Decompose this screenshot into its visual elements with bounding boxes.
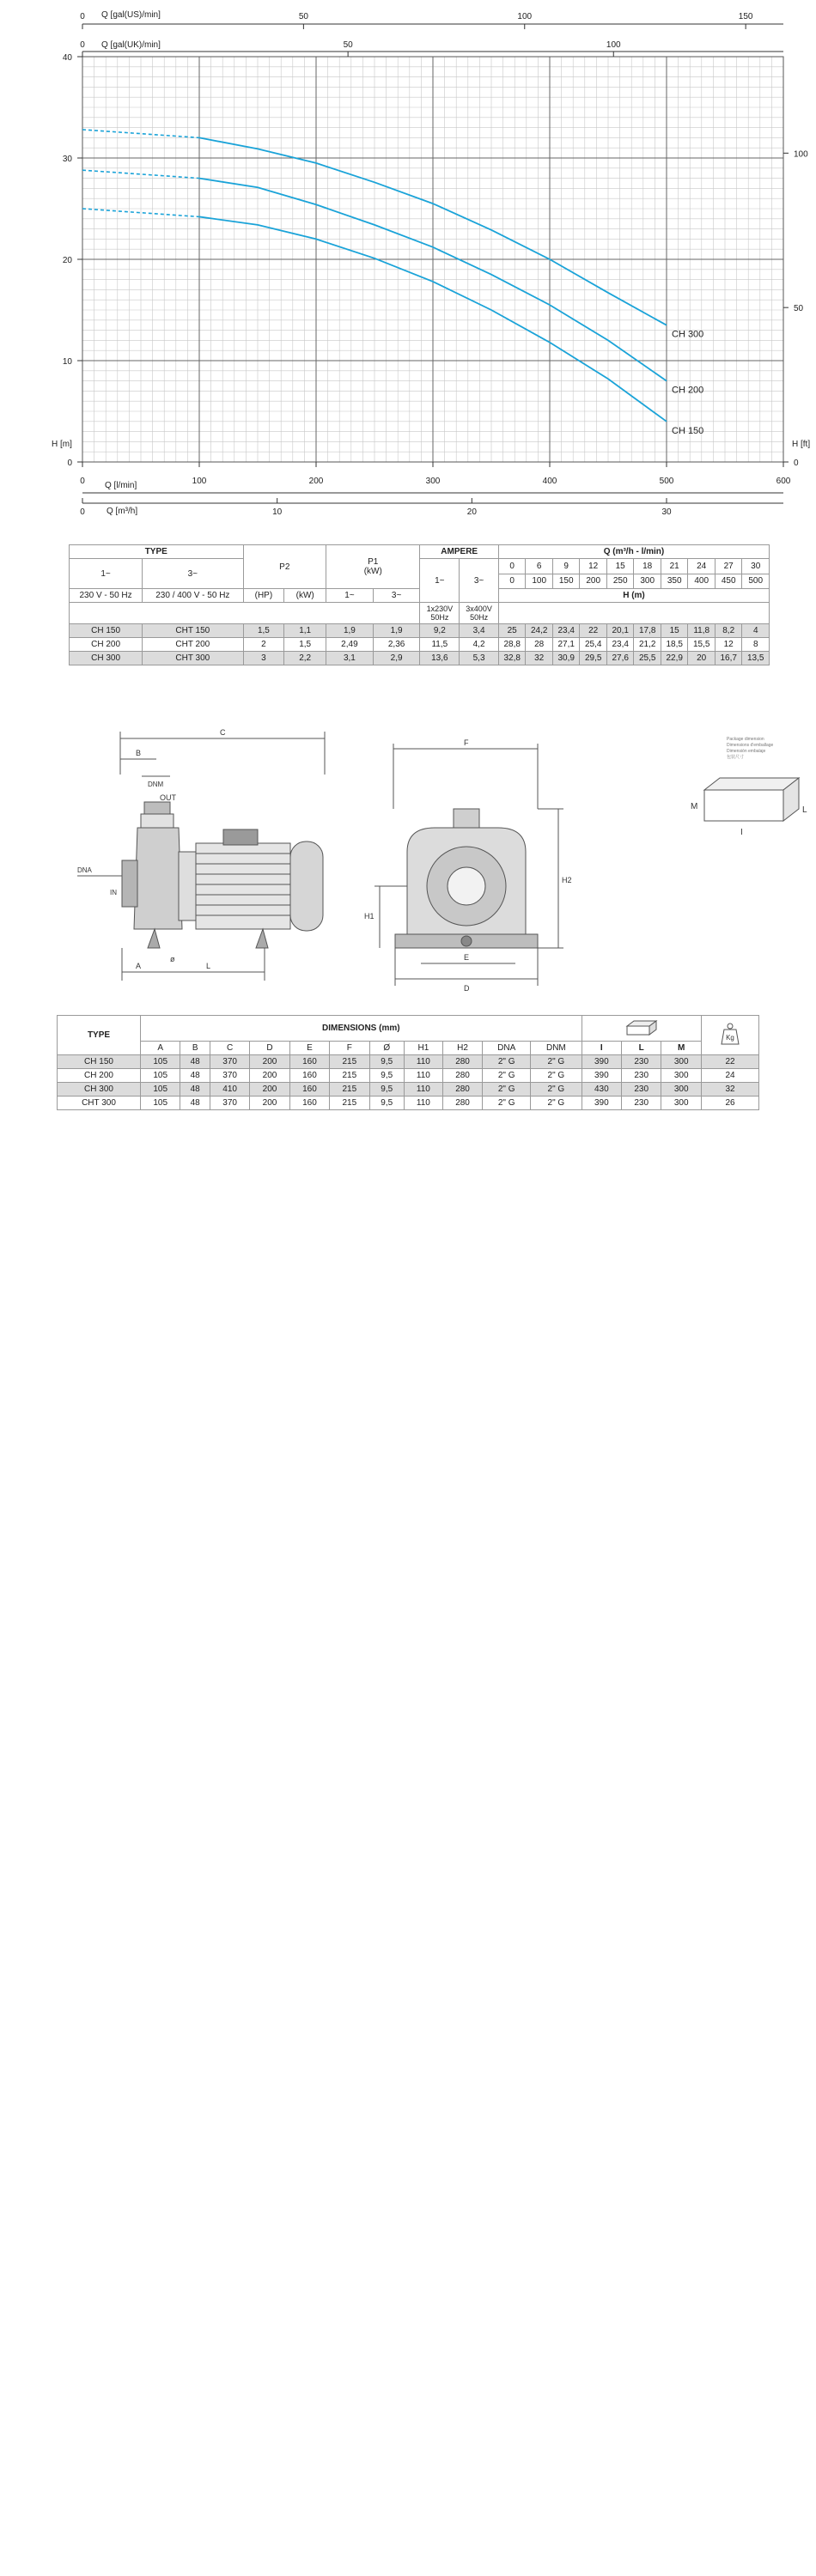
table-cell: 25,5 <box>634 652 661 665</box>
table-cell: 105 <box>141 1055 180 1069</box>
perf-amp-single: 1~ <box>420 559 460 603</box>
q-lmin-cell: 500 <box>742 574 770 589</box>
dim-column-header: H1 <box>404 1042 442 1055</box>
table-cell: 32 <box>702 1083 759 1097</box>
x2-tick-label: 20 <box>466 507 477 515</box>
table-cell: 13,5 <box>742 652 770 665</box>
table-cell: 21,2 <box>634 638 661 652</box>
top-tick-label: 0 <box>80 40 85 50</box>
x-tick-label: 600 <box>776 477 791 486</box>
table-cell: 160 <box>289 1097 329 1110</box>
table-cell: 29,5 <box>580 652 607 665</box>
table-row <box>58 1055 759 1069</box>
perf-amp-single-volt: 1x230V 50Hz <box>420 603 460 624</box>
y-axis-ticks <box>63 53 82 468</box>
table-cell: 105 <box>141 1083 180 1097</box>
table-cell: 160 <box>289 1083 329 1097</box>
perf-q-header: Q (m³/h - l/min) <box>498 545 769 559</box>
top-axis-uk-label: Q [gal(UK)/min] <box>101 40 161 50</box>
table-cell: 410 <box>210 1083 249 1097</box>
y2-axis-label: H [ft] <box>792 440 811 449</box>
table-cell: 8 <box>742 638 770 652</box>
table-cell: 25,4 <box>580 638 607 652</box>
table-cell: 1,9 <box>326 624 374 638</box>
y2-tick-label: 0 <box>794 459 799 468</box>
dim-label-a: A <box>136 962 142 970</box>
dim-column-header: B <box>180 1042 210 1055</box>
table-cell: 1,5 <box>243 624 284 638</box>
x-tick-label: 0 <box>80 477 85 486</box>
q-m3h-cell: 6 <box>526 559 553 574</box>
dim-label-h1: H1 <box>364 912 375 920</box>
table-cell: 430 <box>582 1083 621 1097</box>
table-row <box>58 1069 759 1083</box>
dim-column-header-row <box>58 1042 759 1055</box>
table-cell: 3,4 <box>460 624 499 638</box>
chart-series <box>82 130 703 436</box>
table-row <box>70 624 770 638</box>
table-cell: 22,9 <box>661 652 688 665</box>
x-tick-label: 200 <box>308 477 324 486</box>
table-cell: 300 <box>661 1069 702 1083</box>
perf-p2-header: P2 <box>243 545 326 589</box>
table-cell: 390 <box>582 1097 621 1110</box>
table-cell: 11,5 <box>420 638 460 652</box>
table-cell: 23,4 <box>606 638 634 652</box>
x-tick-label: 500 <box>659 477 674 486</box>
table-cell: 370 <box>210 1069 249 1083</box>
perf-p1-three: 3~ <box>373 589 420 603</box>
y2-tick-label: 50 <box>794 304 804 314</box>
table-cell: 9,5 <box>369 1097 404 1110</box>
table-cell: 110 <box>404 1069 442 1083</box>
table-cell: 15,5 <box>688 638 716 652</box>
table-row <box>70 652 770 665</box>
table-cell: 3 <box>243 652 284 665</box>
dim-column-header: I <box>582 1042 621 1055</box>
table-cell: 2,49 <box>326 638 374 652</box>
table-cell: 280 <box>442 1097 482 1110</box>
q-m3h-cell: 27 <box>715 559 742 574</box>
table-cell: 160 <box>289 1055 329 1069</box>
table-cell: 23,4 <box>552 624 580 638</box>
table-cell: 24,2 <box>526 624 553 638</box>
y-tick-label: 0 <box>67 459 72 468</box>
q-lmin-cell: 450 <box>715 574 742 589</box>
dimensions-table-body <box>58 1055 759 1110</box>
y-axis-label: H [m] <box>52 440 72 449</box>
table-cell: 200 <box>250 1083 289 1097</box>
y-tick-label: 40 <box>62 53 72 63</box>
table-cell: 9,5 <box>369 1055 404 1069</box>
perf-single-phase: 1~ <box>70 559 143 589</box>
x2-tick-label: 10 <box>272 507 283 515</box>
q-m3h-cell: 18 <box>634 559 661 574</box>
weight-icon <box>721 1023 740 1045</box>
top-axis-us-ticks <box>80 12 753 29</box>
perf-three-phase: 3~ <box>143 559 243 589</box>
q-lmin-cell: 200 <box>580 574 607 589</box>
table-cell: 17,8 <box>634 624 661 638</box>
dim-label-out: OUT <box>160 793 176 802</box>
y-tick-label: 20 <box>62 256 72 265</box>
table-cell: 3,1 <box>326 652 374 665</box>
q-lmin-cell: 400 <box>688 574 716 589</box>
table-cell: 32 <box>526 652 553 665</box>
package-caption-line: Dimensión embalaje <box>727 749 766 754</box>
table-cell: 300 <box>661 1097 702 1110</box>
perf-amp-three-volt: 3x400V 50Hz <box>460 603 499 624</box>
side-view-drawing <box>77 732 325 981</box>
table-cell: 2" G <box>483 1097 531 1110</box>
dim-column-header: A <box>141 1042 180 1055</box>
perf-amp-three: 3~ <box>460 559 499 603</box>
dim-label-phi: ø <box>170 955 175 963</box>
perf-ampere-header: AMPERE <box>420 545 498 559</box>
perf-p2-kw: (kW) <box>284 589 326 603</box>
table-cell: 27,6 <box>606 652 634 665</box>
table-cell: 2,9 <box>373 652 420 665</box>
dim-package-header <box>582 1016 701 1042</box>
table-cell: 300 <box>661 1055 702 1069</box>
x-axis-ticks <box>80 462 791 486</box>
series-label: CH 150 <box>672 425 704 436</box>
top-tick-label: 150 <box>738 12 753 21</box>
table-cell: 26 <box>702 1097 759 1110</box>
table-cell: 30,9 <box>552 652 580 665</box>
q-lmin-cell: 300 <box>634 574 661 589</box>
y2-axis-ticks <box>783 149 811 468</box>
package-caption-line: 包装尺寸 <box>727 755 745 760</box>
table-cell: 230 <box>622 1083 661 1097</box>
table-cell: 2 <box>243 638 284 652</box>
package-label-i: I <box>740 828 743 837</box>
x-tick-label: 300 <box>425 477 441 486</box>
table-cell: 2" G <box>483 1083 531 1097</box>
table-cell: 215 <box>330 1055 369 1069</box>
table-cell: 1,9 <box>373 624 420 638</box>
table-cell: 2" G <box>483 1055 531 1069</box>
table-cell: 27,1 <box>552 638 580 652</box>
table-cell: 25 <box>498 624 526 638</box>
package-caption-line: Dimensions d'emballage <box>727 743 774 748</box>
table-cell: 2" G <box>531 1069 582 1083</box>
perf-three-voltage: 230 / 400 V - 50 Hz <box>143 589 243 603</box>
table-cell: CH 150 <box>70 624 143 638</box>
table-cell: 390 <box>582 1055 621 1069</box>
dim-column-header: C <box>210 1042 249 1055</box>
table-cell: CHT 300 <box>58 1097 141 1110</box>
table-cell: 12 <box>715 638 742 652</box>
dim-column-header: L <box>622 1042 661 1055</box>
q-m3h-cell: 9 <box>552 559 580 574</box>
y2-tick-label: 100 <box>794 149 808 160</box>
table-cell: 230 <box>622 1069 661 1083</box>
package-caption-line: Package dimension <box>727 737 764 742</box>
dim-label-l: L <box>206 962 211 970</box>
dim-label-b: B <box>136 749 142 757</box>
x-tick-label: 400 <box>542 477 557 486</box>
table-cell: 4,2 <box>460 638 499 652</box>
dim-label-in: IN <box>110 889 117 896</box>
q-lmin-cell: 350 <box>661 574 688 589</box>
x2-axis-label: Q [m³/h] <box>107 507 138 515</box>
table-cell: 18,5 <box>661 638 688 652</box>
dim-label-dna: DNA <box>77 866 92 874</box>
x2-tick-label: 30 <box>661 507 672 515</box>
series-label: CH 200 <box>672 385 704 396</box>
x2-tick-label: 0 <box>80 507 85 515</box>
table-cell: 370 <box>210 1055 249 1069</box>
table-cell: 2,36 <box>373 638 420 652</box>
table-cell: 2" G <box>531 1097 582 1110</box>
top-tick-label: 0 <box>80 12 85 21</box>
package-label-m: M <box>691 802 698 811</box>
top-axis-us-label: Q [gal(US)/min] <box>101 10 161 20</box>
dim-label-d: D <box>464 984 470 993</box>
table-cell: 280 <box>442 1055 482 1069</box>
dim-weight-header <box>702 1016 759 1055</box>
x-tick-label: 100 <box>192 477 207 486</box>
table-cell: 105 <box>141 1069 180 1083</box>
table-cell: 2" G <box>531 1055 582 1069</box>
dim-column-header: Ø <box>369 1042 404 1055</box>
table-row <box>58 1097 759 1110</box>
table-cell: 200 <box>250 1097 289 1110</box>
dim-column-header: F <box>330 1042 369 1055</box>
table-cell: 200 <box>250 1069 289 1083</box>
table-cell: CHT 300 <box>143 652 243 665</box>
perf-p1-header: P1 (kW) <box>326 545 420 589</box>
q-lmin-cell: 150 <box>552 574 580 589</box>
table-cell: 2" G <box>483 1069 531 1083</box>
table-cell: CH 300 <box>70 652 143 665</box>
table-cell: CHT 150 <box>143 624 243 638</box>
table-cell: 230 <box>622 1097 661 1110</box>
top-tick-label: 100 <box>517 12 533 21</box>
top-tick-label: 50 <box>343 40 353 50</box>
table-cell: 280 <box>442 1069 482 1083</box>
dim-column-header: D <box>250 1042 289 1055</box>
table-cell: 20,1 <box>606 624 634 638</box>
table-cell: 2" G <box>531 1083 582 1097</box>
y-tick-label: 10 <box>62 357 72 367</box>
q-m3h-cell: 21 <box>661 559 688 574</box>
table-cell: 280 <box>442 1083 482 1097</box>
table-cell: 9,5 <box>369 1083 404 1097</box>
table-cell: 48 <box>180 1097 210 1110</box>
dim-column-header: DNA <box>483 1042 531 1055</box>
table-cell: 230 <box>622 1055 661 1069</box>
table-cell: CH 200 <box>70 638 143 652</box>
table-cell: CH 150 <box>58 1055 141 1069</box>
table-cell: 215 <box>330 1097 369 1110</box>
dim-label-h2: H2 <box>562 876 572 884</box>
table-cell: 28,8 <box>498 638 526 652</box>
top-tick-label: 50 <box>298 12 308 21</box>
table-cell: 24 <box>702 1069 759 1083</box>
table-cell: 200 <box>250 1055 289 1069</box>
table-row <box>70 638 770 652</box>
table-cell: 48 <box>180 1083 210 1097</box>
table-cell: 48 <box>180 1055 210 1069</box>
x-axis-label: Q [l/min] <box>105 481 137 490</box>
table-cell: CH 200 <box>58 1069 141 1083</box>
table-cell: 215 <box>330 1083 369 1097</box>
table-cell: 160 <box>289 1069 329 1083</box>
package-label-l: L <box>802 805 807 815</box>
dim-label-dnm: DNM <box>148 781 164 788</box>
table-cell: 28 <box>526 638 553 652</box>
dim-label-f: F <box>464 738 469 747</box>
table-cell: 2,2 <box>284 652 326 665</box>
q-lmin-cell: 0 <box>498 574 526 589</box>
table-cell: 1,5 <box>284 638 326 652</box>
table-cell: 8,2 <box>715 624 742 638</box>
perf-h-header: H (m) <box>498 589 769 603</box>
dim-column-header: E <box>289 1042 329 1055</box>
dim-column-header: M <box>661 1042 702 1055</box>
performance-table <box>69 544 770 665</box>
dim-type-header: TYPE <box>58 1016 141 1055</box>
y-tick-label: 30 <box>62 155 72 164</box>
pump-drawings <box>52 723 807 998</box>
q-m3h-cell: 12 <box>580 559 607 574</box>
performance-chart <box>0 0 816 515</box>
q-m3h-cell: 15 <box>606 559 634 574</box>
dim-label-c: C <box>220 728 226 737</box>
dimensions-table <box>57 1015 759 1110</box>
table-cell: 110 <box>404 1055 442 1069</box>
table-cell: 5,3 <box>460 652 499 665</box>
package-box-icon <box>624 1018 660 1036</box>
perf-p1-single: 1~ <box>326 589 374 603</box>
table-cell: 9,5 <box>369 1069 404 1083</box>
table-cell: 48 <box>180 1069 210 1083</box>
top-tick-label: 100 <box>606 40 621 50</box>
table-cell: 16,7 <box>715 652 742 665</box>
performance-table-body <box>70 624 770 665</box>
table-cell: 15 <box>661 624 688 638</box>
table-row <box>58 1083 759 1097</box>
dim-label-e: E <box>464 953 470 962</box>
perf-p2-hp: (HP) <box>243 589 284 603</box>
table-cell: 215 <box>330 1069 369 1083</box>
table-cell: 20 <box>688 652 716 665</box>
table-cell: 110 <box>404 1083 442 1097</box>
series-label: CH 300 <box>672 329 704 340</box>
table-cell: 110 <box>404 1097 442 1110</box>
dim-column-header: DNM <box>531 1042 582 1055</box>
front-view-drawing <box>375 744 563 986</box>
table-cell: 9,2 <box>420 624 460 638</box>
x2-axis-ticks <box>80 498 672 515</box>
q-lmin-cell: 100 <box>526 574 553 589</box>
q-lmin-cell: 250 <box>606 574 634 589</box>
package-caption <box>727 737 774 760</box>
weight-unit-label: Kg <box>726 1034 734 1042</box>
dim-dimensions-header: DIMENSIONS (mm) <box>141 1016 582 1042</box>
table-cell: 11,8 <box>688 624 716 638</box>
table-cell: 370 <box>210 1097 249 1110</box>
q-m3h-cell: 24 <box>688 559 716 574</box>
dim-column-header: H2 <box>442 1042 482 1055</box>
table-cell: 22 <box>580 624 607 638</box>
table-cell: CH 300 <box>58 1083 141 1097</box>
table-cell: 105 <box>141 1097 180 1110</box>
table-cell: 300 <box>661 1083 702 1097</box>
perf-single-voltage: 230 V - 50 Hz <box>70 589 143 603</box>
table-cell: 22 <box>702 1055 759 1069</box>
perf-type-header: TYPE <box>70 545 244 559</box>
table-cell: 390 <box>582 1069 621 1083</box>
table-cell: 4 <box>742 624 770 638</box>
q-m3h-cell: 0 <box>498 559 526 574</box>
table-cell: 32,8 <box>498 652 526 665</box>
top-axis-uk-ticks <box>80 40 621 57</box>
table-cell: 13,6 <box>420 652 460 665</box>
table-cell: 1,1 <box>284 624 326 638</box>
package-box-drawing <box>704 778 799 821</box>
q-m3h-cell: 30 <box>742 559 770 574</box>
table-cell: CHT 200 <box>143 638 243 652</box>
